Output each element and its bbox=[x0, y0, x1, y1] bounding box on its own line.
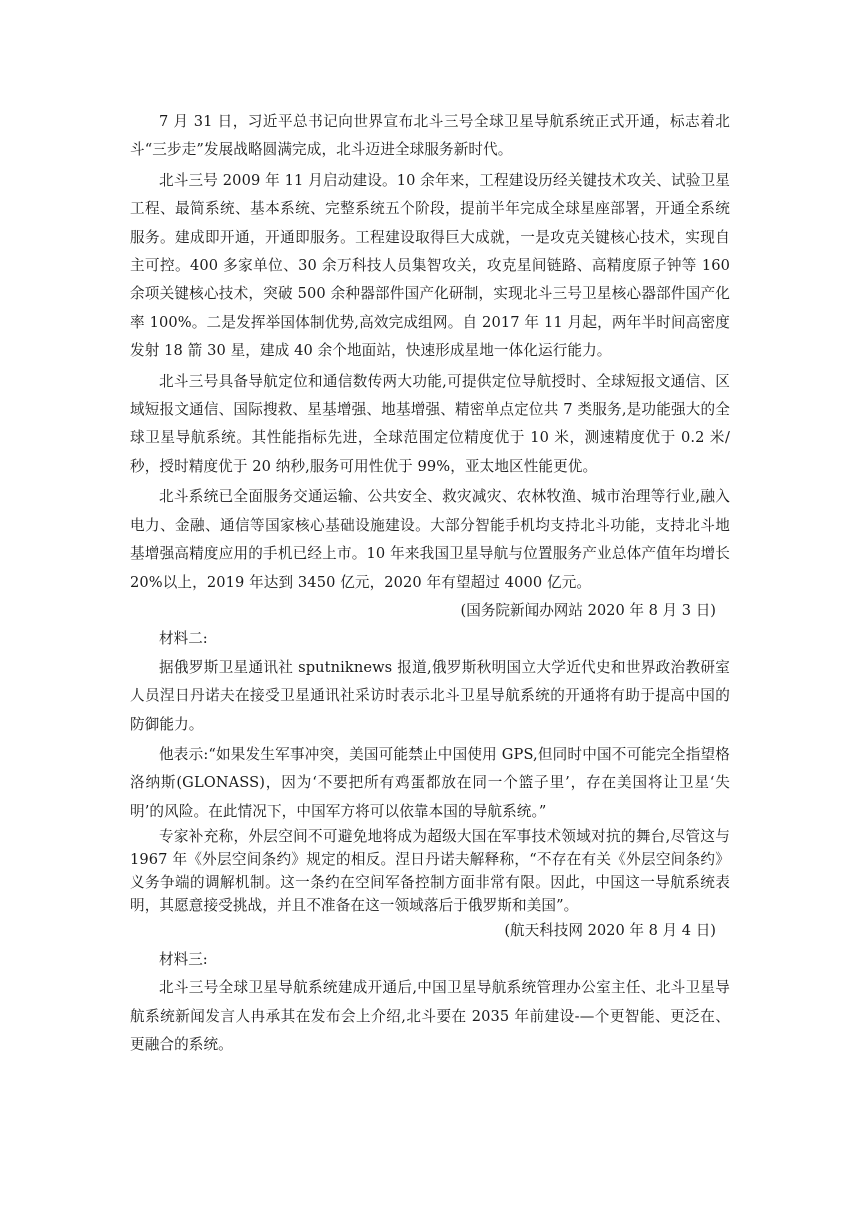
material-one-paragraph-3: 北斗三号具备导航定位和通信数传两大功能,可提供定位导航授时、全球短报文通信、区域短报文通信、国际搜救、星基增强、地基增强、精密单点定位共 7 类服务,是功能强大的全球卫星导航系统。其性能指标先进，全球范围定位精度优于 10 米，测速精度优于 0.2 米/秒，授时精度优于 20 纳秒,服务可用性优于 99%，亚太地区性能更优。 bbox=[130, 372, 730, 475]
material-two-heading: 材料二: bbox=[159, 630, 208, 648]
material-three-paragraph-1: 北斗三号全球卫星导航系统建成开通后,中国卫星导航系统管理办公室主任、北斗卫星导航系统新闻发言人冉承其在发布会上介绍,北斗要在 2035 年前建设-—个更智能、更泛在、更融合的系统。 bbox=[130, 979, 730, 1053]
material-three-heading: 材料三: bbox=[159, 950, 208, 968]
material-one-paragraph-4: 北斗系统已全面服务交通运输、公共安全、救灾减灾、农林牧渔、城市治理等行业,融入电力、金融、通信等国家核心基础设施建设。大部分智能手机均支持北斗功能，支持北斗地基增强高精度应用的手机已经上市。10 年来我国卫星导航与位置服务产业总体产值年均增长 20%以上，2019 年达到 3450 亿元，2020 年有望超过 4000 亿元。 bbox=[130, 488, 730, 591]
material-one-paragraph-1: 7 月 31 日，习近平总书记向世界宣布北斗三号全球卫星导航系统正式开通，标志着北斗“三步走”发展战略圆满完成，北斗迈进全球服务新时代。 bbox=[130, 113, 730, 159]
material-two-source: (航天科技网 2020 年 8 月 4 日) bbox=[504, 922, 716, 940]
document-page bbox=[130, 108, 730, 1059]
material-one-source: (国务院新闻办网站 2020 年 8 月 3 日) bbox=[460, 601, 716, 619]
material-two-paragraph-2: 他表示:“如果发生军事冲突，美国可能禁止中国使用 GPS,但同时中国不可能完全指望格洛纳斯(GLONASS)，因为‘不要把所有鸡蛋都放在同一个篮子里’，存在美国将让卫星‘失明’的风险。在此情况下，中国军方将可以依靠本国的导航系统。” bbox=[130, 745, 730, 820]
material-one-paragraph-2: 北斗三号 2009 年 11 月启动建设。10 余年来，工程建设历经关键技术攻关、试验卫星工程、最简系统、基本系统、完整系统五个阶段，提前半年完成全球星座部署，开通全系统服务。建成即开通，开通即服务。工程建设取得巨大成就，一是攻克关键核心技术，实现自主可控。400 多家单位、30 余万科技人员集智攻关，攻克星间链路、高精度原子钟等 160 余项关键核心技术，突破 500 余种器部件国产化研制，实现北斗三号卫星核心器部件国产化率 100%。二是发挥举国体制优势,高效完成组网。自 2017 年 11 月起，两年半时间高密度发射 18 箭 30 星，建成 40 余个地面站，快速形成星地一体化运行能力。 bbox=[130, 171, 730, 360]
material-two-paragraph-3: 专家补充称，外层空间不可避免地将成为超级大国在军事技术领域对抗的舞台,尽管这与 1967 年《外层空间条约》规定的相反。涅日丹诺夫解释称，“不存在有关《外层空间条约》义务争端的调解机制。这一条约在空间军备控制方面非常有限。因此，中国这一导航系统表明，其愿意接受挑战，并且不准备在这一领域落后于俄罗斯和美国”。 bbox=[130, 828, 730, 914]
material-two-paragraph-1: 据俄罗斯卫星通讯社 sputniknews 报道,俄罗斯秋明国立大学近代史和世界政治教研室人员涅日丹诺夫在接受卫星通讯社采访时表示北斗卫星导航系统的开通将有助于提高中国的防御能力。 bbox=[130, 658, 730, 733]
